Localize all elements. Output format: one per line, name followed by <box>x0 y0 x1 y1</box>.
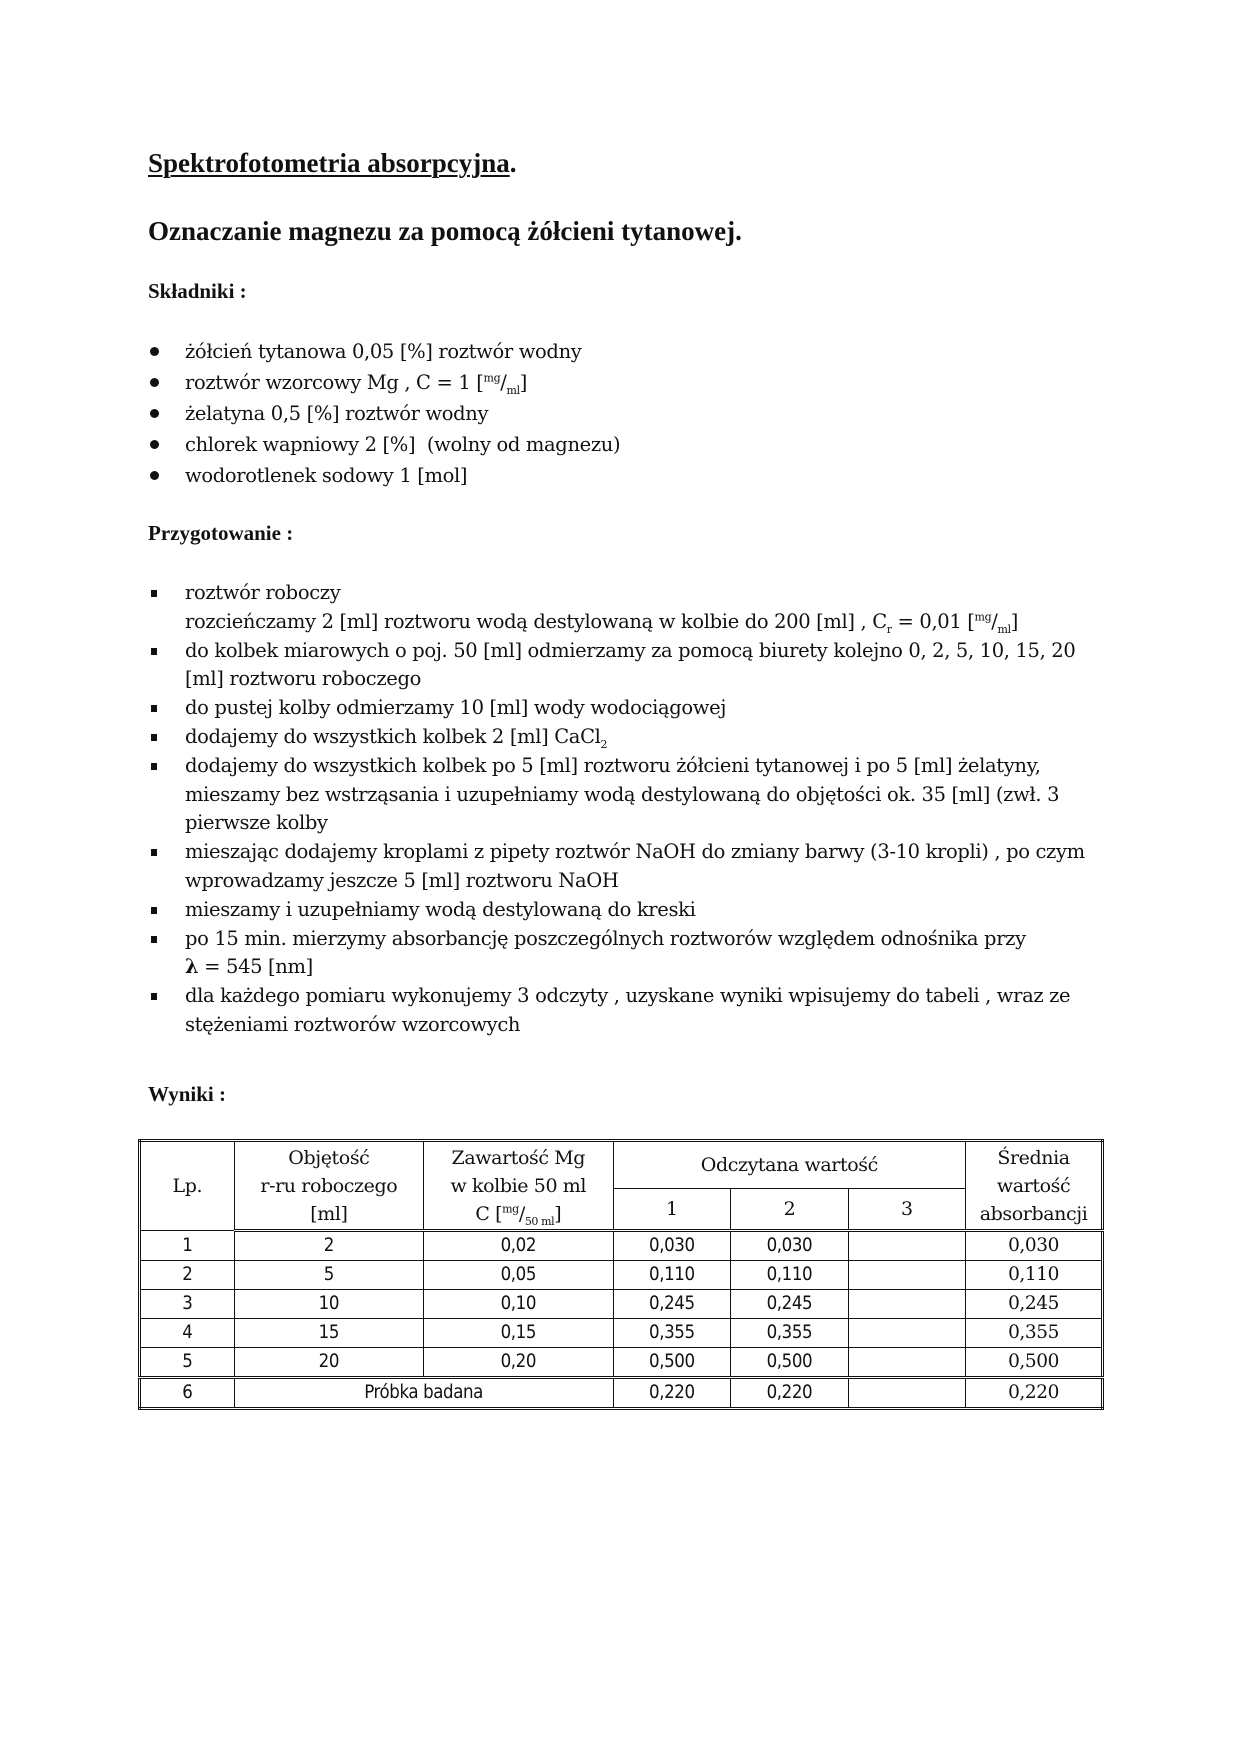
unit-numerator: mg <box>502 1202 519 1216</box>
preparation-text: = 545 [nm] <box>198 955 313 979</box>
cell-reading-1: 0,030 <box>613 1231 731 1261</box>
bullet-square-icon <box>151 993 157 1000</box>
header-text: C [ <box>475 1202 503 1225</box>
unit-fraction <box>483 371 520 397</box>
cell-mg: 0,20 <box>424 1348 613 1378</box>
table-row <box>140 1261 1103 1290</box>
bullet-square-icon <box>151 936 157 943</box>
cell-reading-3 <box>848 1348 965 1378</box>
preparation-heading: Przygotowanie : <box>148 521 294 545</box>
header-mg-content <box>424 1141 613 1231</box>
cell-reading-3 <box>848 1319 965 1348</box>
table-row <box>140 1290 1103 1319</box>
cell-average: 0,355 <box>966 1319 1103 1348</box>
preparation-item <box>148 752 1098 838</box>
cell-lp: 5 <box>140 1348 235 1378</box>
table-row <box>140 1319 1103 1348</box>
cell-volume: 10 <box>234 1290 423 1319</box>
header-text: w kolbie 50 ml <box>450 1174 587 1197</box>
cell-reading-3 <box>848 1261 965 1290</box>
cell-sample-label: Próbka badana <box>234 1378 613 1409</box>
document-title <box>148 148 516 179</box>
unit-denominator: ml <box>997 622 1011 636</box>
bullet-square-icon <box>151 907 157 914</box>
bullet-dot-icon <box>150 409 159 418</box>
cell-volume: 20 <box>234 1348 423 1378</box>
preparation-text: do kolbek miarowych o poj. 50 [ml] odmierzamy za pomocą biurety kolejno 0, 2, 5, 10, 15, 20 [ml] roztworu roboczego <box>185 638 1076 691</box>
cell-mg: 0,15 <box>424 1319 613 1348</box>
cell-volume: 5 <box>234 1261 423 1290</box>
unit-denominator: 50 ml <box>524 1214 555 1228</box>
document-subtitle: Oznaczanie magnezu za pomocą żółcieni tytanowej. <box>148 216 742 246</box>
header-volume <box>234 1141 423 1231</box>
table-row-sample <box>140 1378 1103 1409</box>
lambda-symbol: λ <box>185 955 199 979</box>
preparation-item <box>148 982 1098 1040</box>
preparation-text: do pustej kolby odmierzamy 10 [ml] wody wodociągowej <box>185 696 727 720</box>
preparation-item <box>148 694 1098 723</box>
bullet-dot-icon <box>150 440 159 449</box>
cell-mg: 0,02 <box>424 1231 613 1261</box>
table-header-row <box>140 1141 1103 1189</box>
preparation-item <box>148 579 1098 637</box>
cell-average: 0,500 <box>966 1348 1103 1378</box>
cell-mg: 0,05 <box>424 1261 613 1290</box>
component-item <box>148 398 620 429</box>
header-text: Zawartość Mg <box>451 1146 586 1169</box>
header-reading-1: 1 <box>613 1189 731 1231</box>
document-title-text: Spektrofotometria absorpcyjna <box>148 148 510 178</box>
cell-lp: 4 <box>140 1319 235 1348</box>
cell-reading-2: 0,030 <box>731 1231 849 1261</box>
bullet-square-icon <box>151 734 157 741</box>
preparation-text: mieszając dodajemy kroplami z pipety roztwór NaOH do zmiany barwy (3-10 kropli) , po czym wprowadzamy jeszcze 5 [ml] roztworu NaOH <box>185 840 1085 892</box>
unit-numerator: mg <box>483 371 501 385</box>
preparation-text: dla każdego pomiaru wykonujemy 3 odczyty , uzyskane wyniki wpisujemy do tabeli , wraz ze stężeniami roztworów wzorcowych <box>185 984 1071 1036</box>
cell-reading-2: 0,110 <box>731 1261 849 1290</box>
results-heading: Wyniki : <box>148 1082 226 1106</box>
preparation-text: po 15 min. mierzymy absorbancję poszczególnych roztworów względem odnośnika przy <box>185 926 1026 950</box>
cell-reading-3 <box>848 1231 965 1261</box>
preparation-text: dodajemy do wszystkich kolbek po 5 [ml] roztworu żółcieni tytanowej i po 5 [ml] żelatyny, mieszamy bez wstrząsania i uzupełniamy wodą destylowaną do objętości ok. 35 [ml] (zwł. 3 pierwsze kolby <box>185 753 1060 835</box>
cell-lp: 2 <box>140 1261 235 1290</box>
preparation-item <box>148 925 1098 983</box>
preparation-item <box>148 896 1098 925</box>
cell-reading-2: 0,245 <box>731 1290 849 1319</box>
component-text: żelatyna 0,5 [%] roztwór wodny <box>185 402 489 425</box>
cell-average: 0,110 <box>966 1261 1103 1290</box>
bullet-dot-icon <box>150 347 159 356</box>
cell-lp: 3 <box>140 1290 235 1319</box>
bullet-square-icon <box>151 705 157 712</box>
cell-reading-3 <box>848 1378 965 1409</box>
bullet-square-icon <box>151 590 157 597</box>
header-text: [ml] <box>310 1202 348 1225</box>
component-item <box>148 429 620 460</box>
cell-average: 0,245 <box>966 1290 1103 1319</box>
component-text: chlorek wapniowy 2 [%] (wolny od magnezu) <box>185 433 621 456</box>
bullet-square-icon <box>151 763 157 770</box>
document-title-suffix: . <box>509 148 517 178</box>
header-text: r-ru roboczego <box>260 1174 398 1197</box>
preparation-text: = 0,01 [ <box>891 609 975 633</box>
cell-reading-1: 0,355 <box>613 1319 731 1348</box>
results-table <box>138 1139 1104 1410</box>
component-item <box>148 460 620 491</box>
cell-reading-3 <box>848 1290 965 1319</box>
cell-reading-1: 0,500 <box>613 1348 731 1378</box>
preparation-item <box>148 838 1098 896</box>
header-text: wartość <box>996 1174 1071 1197</box>
cell-lp: 1 <box>140 1231 235 1261</box>
table-row <box>140 1231 1103 1261</box>
header-lp: Lp. <box>140 1141 235 1231</box>
components-list <box>148 336 620 491</box>
preparation-text: mieszamy i uzupełniamy wodą destylowaną do kreski <box>185 897 696 921</box>
bullet-square-icon <box>151 648 157 655</box>
header-text: absorbancji <box>979 1202 1088 1225</box>
preparation-text: rozcieńczamy 2 [ml] roztworu wodą destylowaną w kolbie do 200 [ml] , C <box>185 609 887 633</box>
chemical-subscript: 2 <box>600 737 608 751</box>
table-row <box>140 1348 1103 1378</box>
cell-average: 0,030 <box>966 1231 1103 1261</box>
header-text: Średnia <box>997 1146 1070 1169</box>
bullet-dot-icon <box>150 471 159 480</box>
bullet-dot-icon <box>150 378 159 387</box>
preparation-list <box>148 579 1098 1040</box>
cell-reading-2: 0,220 <box>731 1378 849 1409</box>
cell-reading-1: 0,220 <box>613 1378 731 1409</box>
cell-lp: 6 <box>140 1378 235 1409</box>
header-average <box>966 1141 1103 1231</box>
component-item <box>148 367 620 398</box>
header-reading-2: 2 <box>731 1189 849 1231</box>
cell-volume: 15 <box>234 1319 423 1348</box>
preparation-item <box>148 723 1098 752</box>
cell-reading-2: 0,355 <box>731 1319 849 1348</box>
component-text: roztwór wzorcowy Mg , C = 1 [ <box>185 371 484 394</box>
cell-mg: 0,10 <box>424 1290 613 1319</box>
unit-slash: / <box>518 1202 525 1225</box>
header-reading-3: 3 <box>848 1189 965 1231</box>
header-readings: Odczytana wartość <box>613 1141 966 1189</box>
cell-average: 0,220 <box>966 1378 1103 1409</box>
component-text-after: ] <box>519 371 528 394</box>
preparation-item <box>148 637 1098 695</box>
unit-denominator: ml <box>506 383 520 397</box>
unit-slash: / <box>991 609 998 633</box>
preparation-text: dodajemy do wszystkich kolbek 2 [ml] CaCl <box>185 724 601 748</box>
preparation-text: ] <box>1010 609 1019 633</box>
cell-volume: 2 <box>234 1231 423 1261</box>
cell-reading-1: 0,245 <box>613 1290 731 1319</box>
component-text: żółcień tytanowa 0,05 [%] roztwór wodny <box>185 340 582 363</box>
unit-numerator: mg <box>974 610 992 624</box>
header-text: Objętość <box>288 1146 370 1169</box>
preparation-text: roztwór roboczy <box>185 581 341 604</box>
component-item <box>148 336 620 367</box>
unit-slash: / <box>500 371 507 394</box>
components-heading: Składniki : <box>148 279 247 303</box>
header-text: ] <box>554 1202 562 1225</box>
cell-reading-2: 0,500 <box>731 1348 849 1378</box>
cell-reading-1: 0,110 <box>613 1261 731 1290</box>
concentration-subscript: r <box>886 622 892 636</box>
bullet-square-icon <box>151 849 157 856</box>
component-text: wodorotlenek sodowy 1 [mol] <box>185 464 468 487</box>
